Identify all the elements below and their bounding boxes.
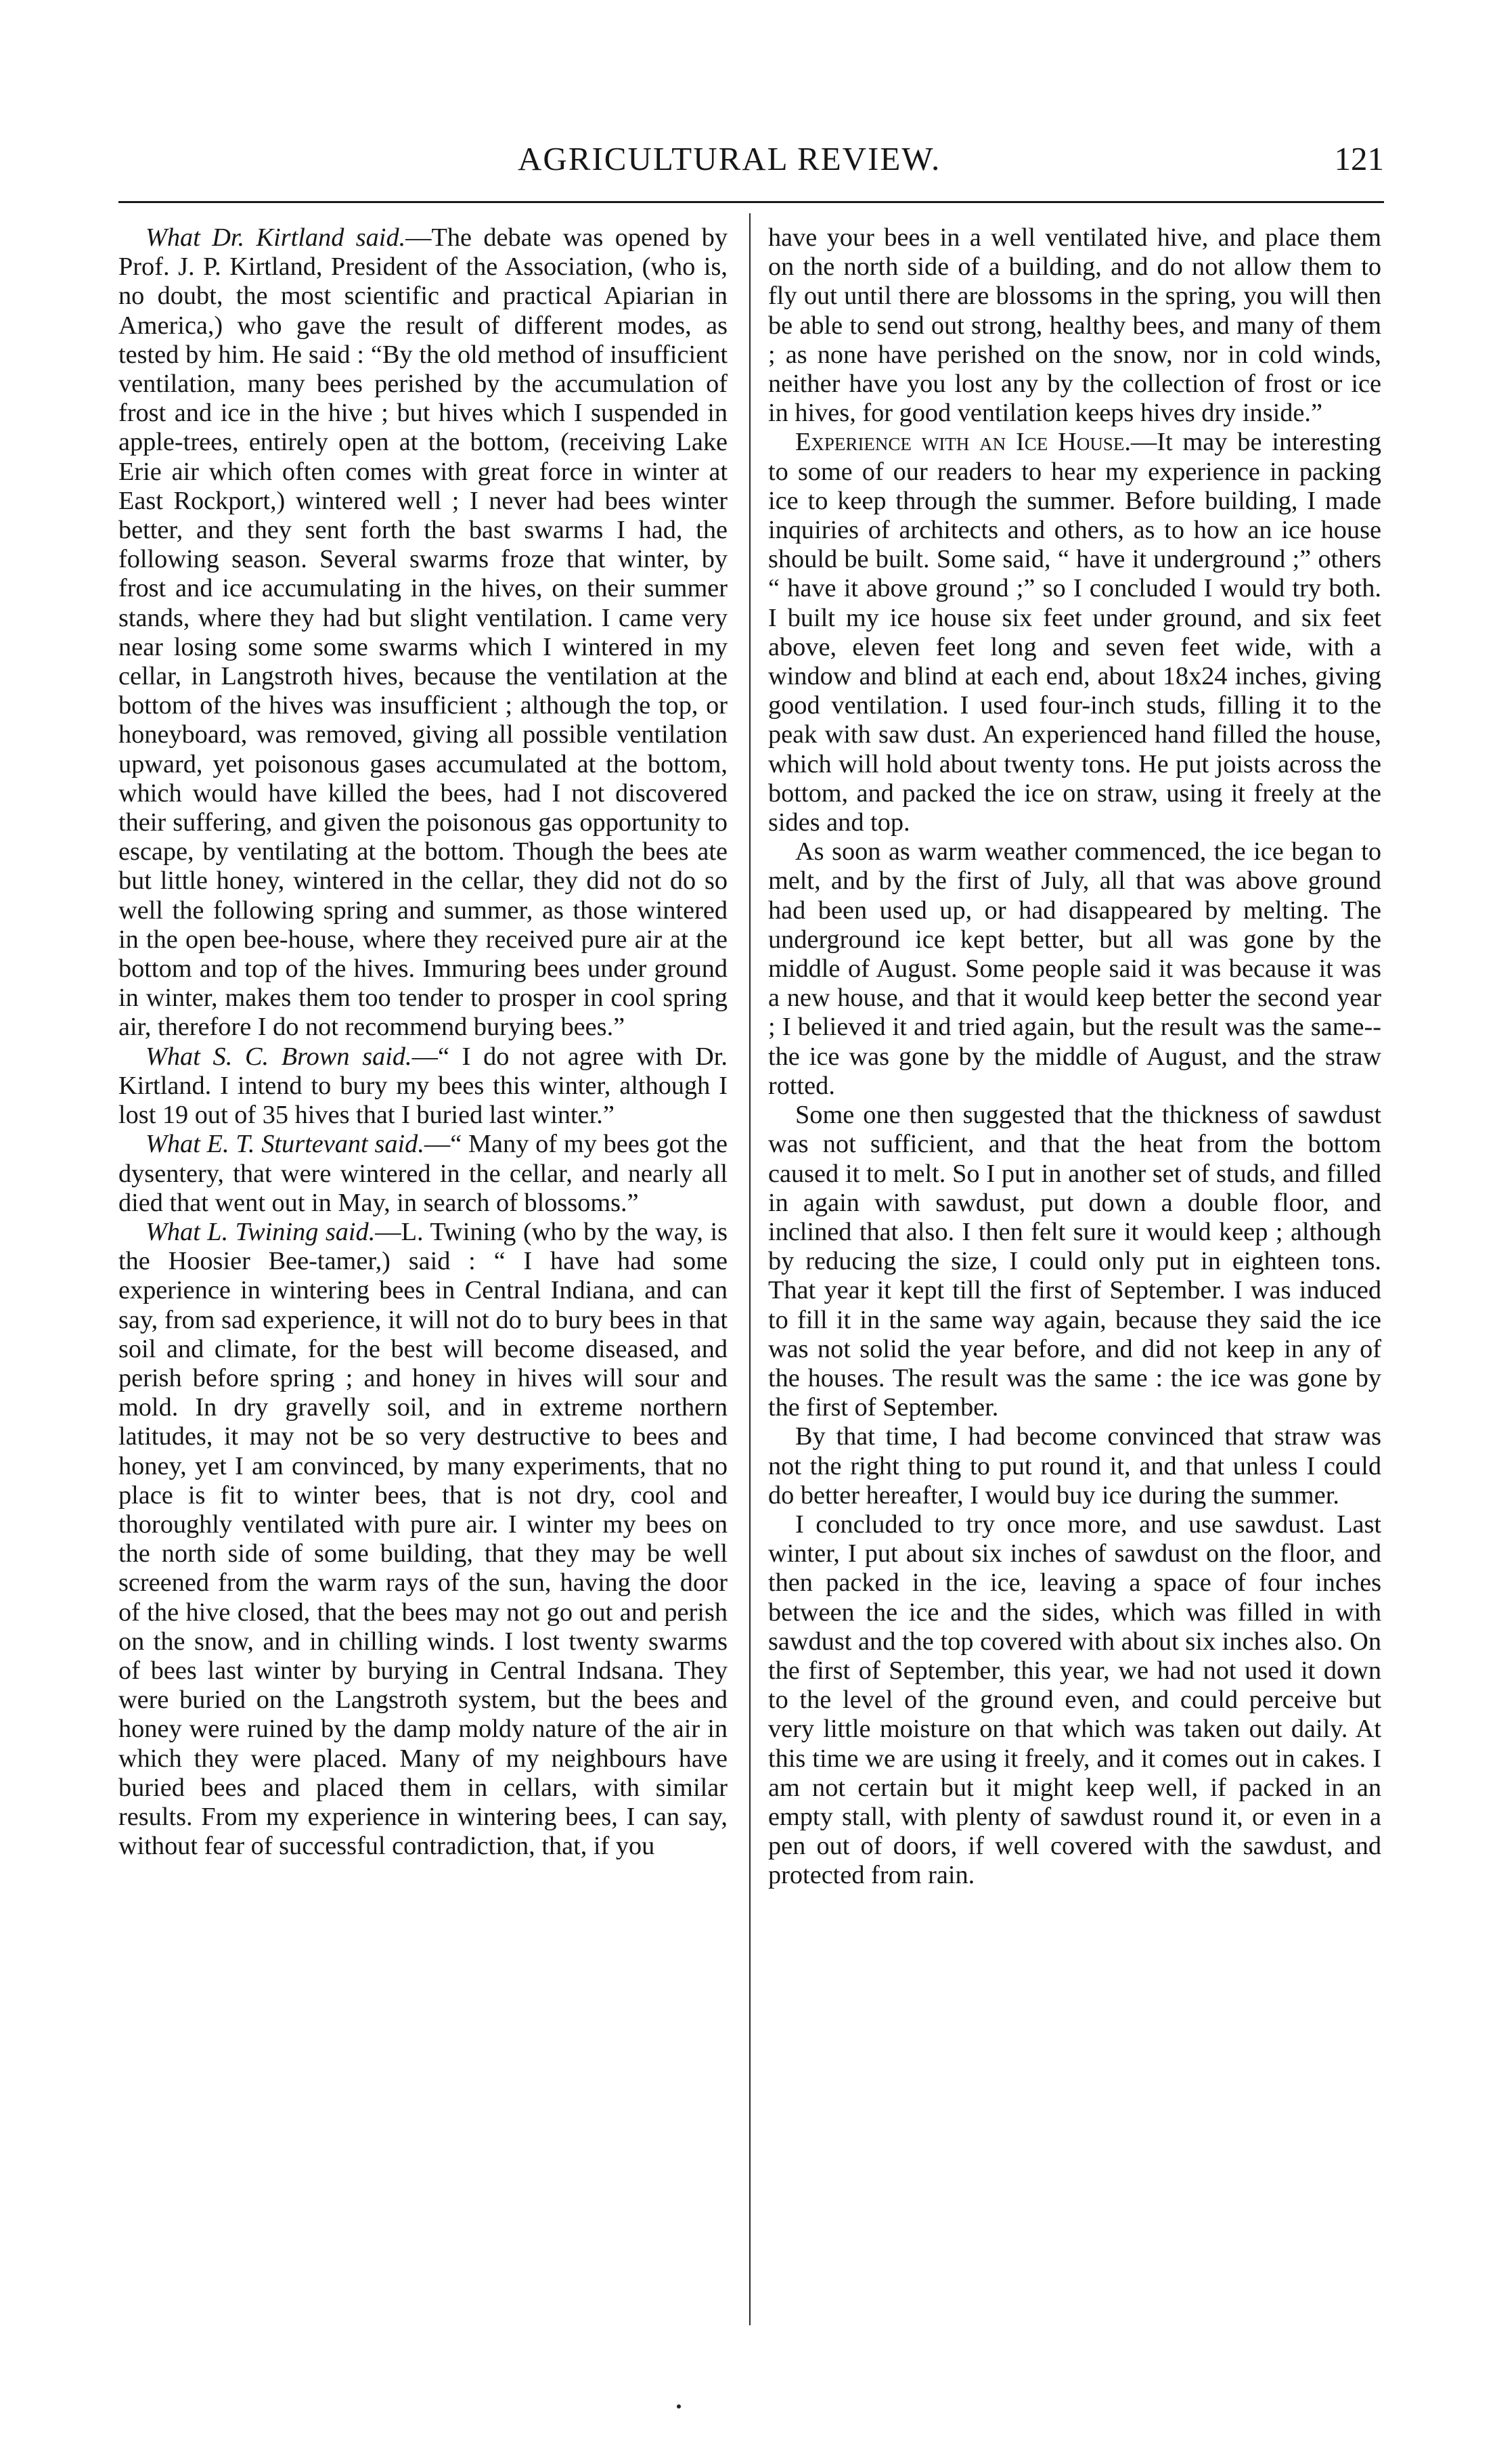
- page-header: [118, 134, 1384, 188]
- page-number: 121: [1334, 140, 1384, 177]
- ice-paragraph-3: Some one then suggested that the thickness of sawdust was not sufficient, and that the heat from the bottom caused it to melt. So I put in another set of studs, and filled in again with sawdust, put down a double floor, and inclined that also. I then felt sure it would keep ; although by reducing the size, I could only put in eighteen tons. That year it kept till the first of September. I was induced to fill it in the same way again, because they said the ice was not solid the year before, and did not keep in any of the houses. The result was the same : the ice was gone by the first of September.: [768, 1101, 1381, 1422]
- header-rule: [118, 201, 1384, 203]
- right-column: [768, 223, 1381, 1891]
- running-title: AGRICULTURAL REVIEW.: [518, 140, 941, 177]
- ice-paragraph-4: By that time, I had become convinced that straw was not the right thing to put round it, and that unless I could do better hereafter, I would buy ice during the summer.: [768, 1422, 1381, 1510]
- sturtevant-lead: What E. T. Sturtevant said.: [146, 1130, 424, 1159]
- ice-paragraph-2: As soon as warm weather commenced, the ice began to melt, and by the first of July, all that was above ground had been used up, or had disappeared by melting. The underground ice kept better, but all was gone by the middle of August. Some people said it was because it was a new house, and that it would keep better the second year ; I believed it and tried again, but the result was the same--the ice was gone by the middle of August, and the straw rotted.: [768, 837, 1381, 1100]
- twining-lead: What L. Twining said.: [146, 1217, 376, 1246]
- kirtland-paragraph: [118, 223, 728, 1042]
- twining-text: —L. Twining (who by the way, is the Hoosier Bee-tamer,) said : “ I have had some experience in wintering bees in Central Indiana, and can say, from sad experience, it will not do to bury bees in that soil and climate, for the best will become diseased, and perish before spring ; and honey in hives will sour and mold. In dry gravelly soil, and in extreme northern latitudes, it may not be so very destructive to bees and honey, yet I am convinced, by many experiments, that no place is fit to winter bees, that is not dry, cool and thoroughly ventilated with pure air. I winter my bees on the north side of some building, that they may be well screened from the warm rays of the sun, having the door of the hive closed, that the bees may not go out and perish on the snow, and in chilling winds. I lost twenty swarms of bees last winter by burying in Central Indsana. They were buried on the Langstroth system, but the bees and honey were ruined by the damp moldy nature of the air in which they were placed. Many of my neighbours have buried bees and placed them in cellars, with similar results. From my experience in wintering bees, I can say, without fear of successful contradiction, that, if you: [118, 1217, 728, 1861]
- sturtevant-text: —“ Many of my bees got the dysentery, that were wintered in the cellar, and nearly all died that went out in May, in search of blossoms.”: [118, 1130, 728, 1217]
- ice-house-heading: Experience with an Ice House.: [795, 428, 1131, 457]
- column-divider: [749, 213, 751, 2325]
- sturtevant-paragraph: [118, 1130, 728, 1218]
- brown-paragraph: [118, 1042, 728, 1130]
- kirtland-lead: What Dr. Kirtland said.: [146, 223, 406, 252]
- ice-house-intro: —It may be interesting to some of our readers to hear my experience in packing ice to keep through the summer. Before building, I made inquiries of architects and others, as to how an ice house should be built. Some said, “ have it underground ;” others “ have it above ground ;” so I concluded I would try both. I built my ice house six feet under ground, and six feet above, eleven feet long and seven feet wide, with a window and blind at each end, about 18x24 inches, giving good ventilation. I used four-inch studs, filling it to the peak with saw dust. An experienced hand filled the house, which will hold about twenty tons. He put joists across the bottom, and packed the ice on straw, using it freely at the sides and top.: [768, 428, 1381, 837]
- brown-lead: What S. C. Brown said.: [146, 1042, 412, 1071]
- ice-paragraph-5: I concluded to try once more, and use sawdust. Last winter, I put about six inches of sawdust on the floor, and then packed in the ice, leaving a space of four inches between the ice and the sides, which was filled in with sawdust and the top covered with about six inches also. On the first of September, this year, we had not used it down to the level of the ground even, and could perceive but very little moisture on that which was taken out daily. At this time we are using it freely, and it comes out in cakes. I am not certain but it might keep well, if packed in an empty stall, with plenty of sawdust round it, or even in a pen out of doors, if well covered with the sawdust, and protected from rain.: [768, 1510, 1381, 1890]
- kirtland-text: —The debate was opened by Prof. J. P. Kirtland, President of the Association, (who is, no doubt, the most scientific and practical Apiarian in America,) who gave the result of different modes, as tested by him. He said : “By the old method of insufficient ventilation, many bees perished by the accumulation of frost and ice in the hive ; but hives which I suspended in apple-trees, entirely open at the bottom, (receiving Lake Erie air which often comes with great force in winter at East Rockport,) wintered well ; I never had bees winter better, and they sent forth the bast swarms I had, the following season. Several swarms froze that winter, by frost and ice accumulating in the hives, on their summer stands, where they had but slight ventilation. I came very near losing some some swarms which I wintered in my cellar, in Langstroth hives, because the ventilation at the bottom of the hives was insufficient ; although the top, or honeyboard, was removed, giving all possible ventilation upward, yet poisonous gases accumulated at the bottom, which would have killed the bees, had I not discovered their suffering, and given the poisonous gas opportunity to escape, by ventilating at the bottom. Though the bees ate but little honey, wintered in the cellar, they did not do so well the following spring and summer, as those wintered in the open bee-house, where they received pure air at the bottom and top of the hives. Immuring bees under ground in winter, makes them too tender to prosper in cool spring air, therefore I do not recommend burying bees.”: [118, 223, 728, 1042]
- footer-dot: [677, 2404, 681, 2408]
- twining-paragraph: [118, 1218, 728, 1861]
- brown-text: —“ I do not agree with Dr. Kirtland. I intend to bury my bees this winter, although I lost 19 out of 35 hives that I buried last winter.”: [118, 1042, 728, 1130]
- ice-house-paragraph: [768, 428, 1381, 837]
- twining-continued-paragraph: have your bees in a well ventilated hive, and place them on the north side of a building, and do not allow them to fly out until there are blossoms in the spring, you will then be able to send out strong, healthy bees, and many of them ; as none have perished on the snow, nor in cold winds, neither have you lost any by the collection of frost or ice in hives, for good ventilation keeps hives dry inside.”: [768, 223, 1381, 428]
- left-column: [118, 223, 728, 1861]
